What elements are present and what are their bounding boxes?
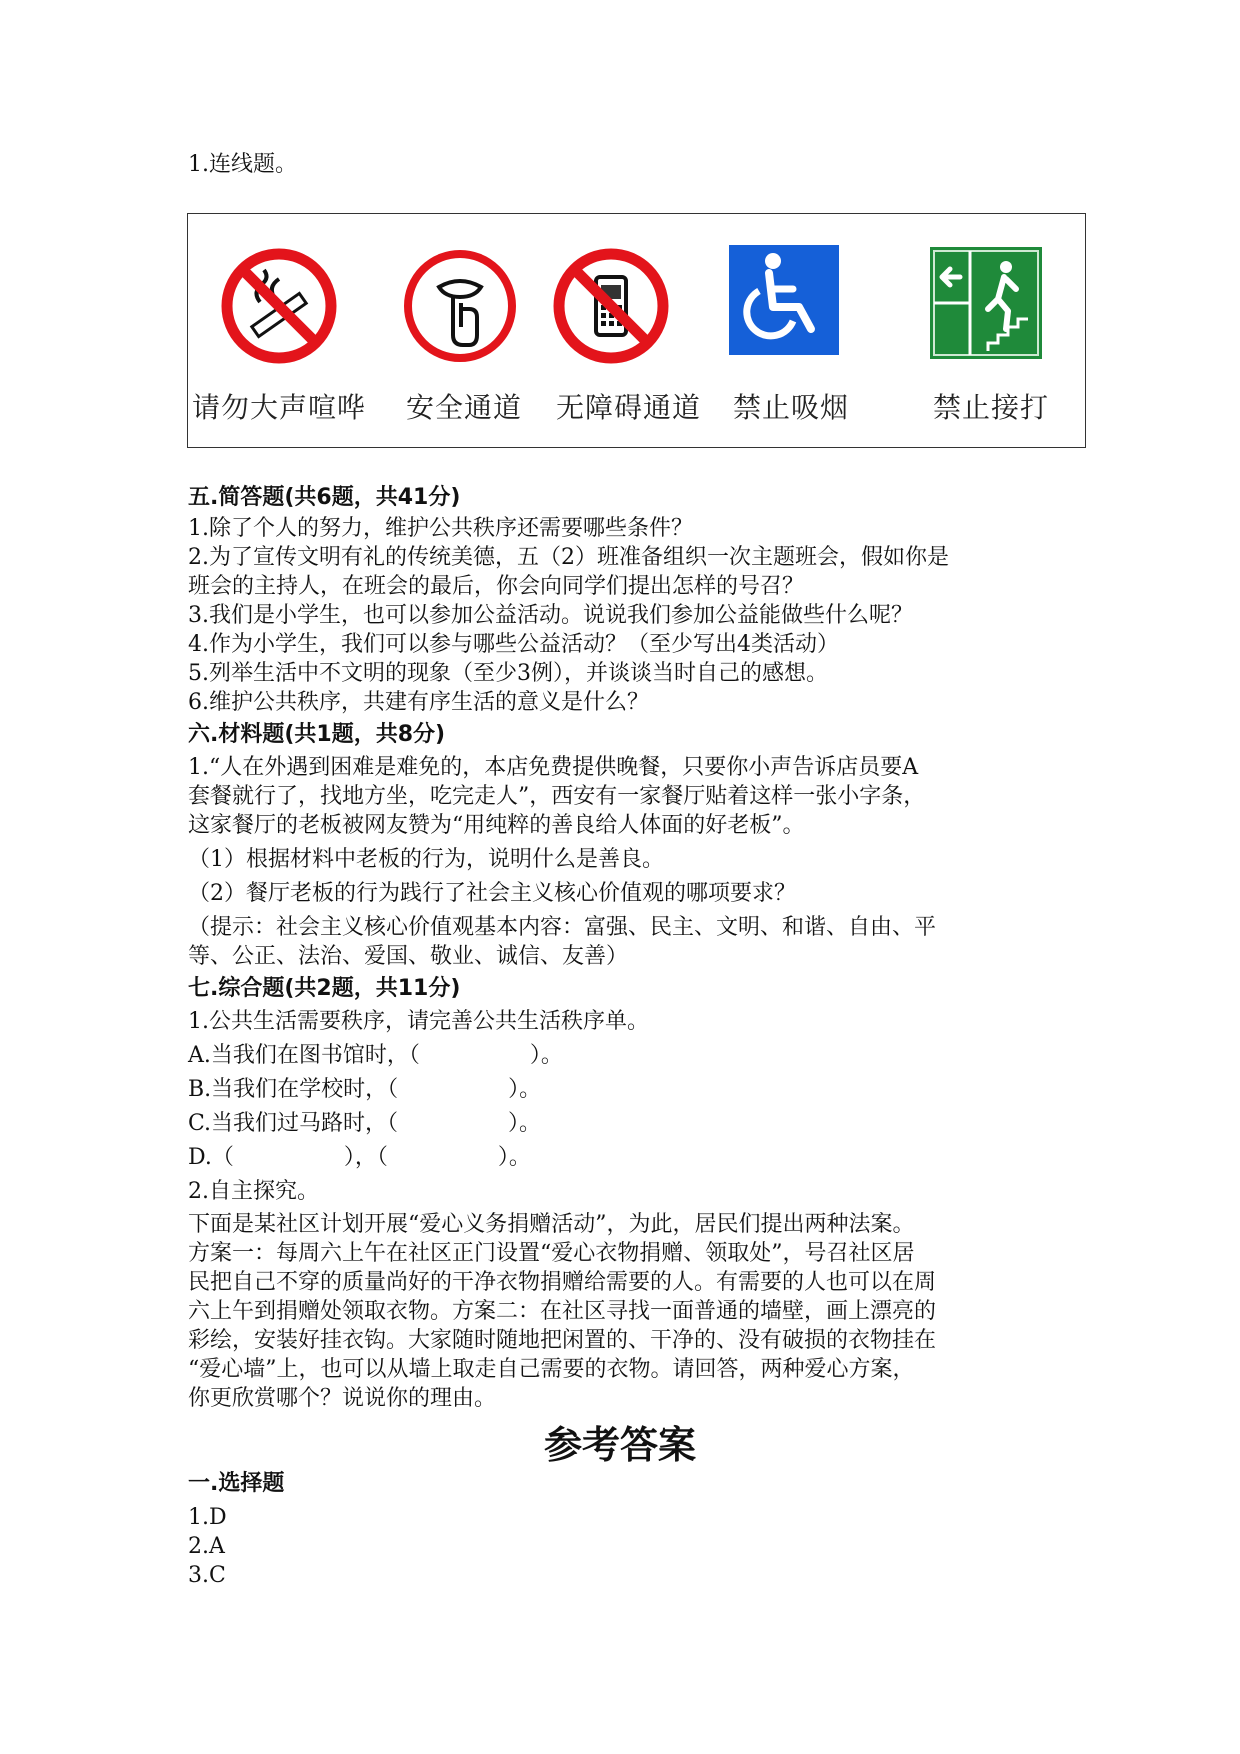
- question-line: 4.作为小学生，我们可以参与哪些公益活动？（至少写出4类活动）: [188, 632, 839, 657]
- question-line: 2.自主探究。: [188, 1179, 319, 1204]
- question-line: A.当我们在图书馆时，（ ）。: [188, 1043, 563, 1068]
- sign-label: 安全通道: [406, 391, 523, 424]
- question-line: 2.为了宣传文明有礼的传统美德，五（2）班准备组织一次主题班会，假如你是: [188, 545, 949, 570]
- quiet-icon: [401, 247, 519, 365]
- question-line: 你更欣赏哪个？说说你的理由。: [188, 1386, 497, 1411]
- answer-item: 1.D: [188, 1505, 227, 1530]
- question-line: “爱心墙”上，也可以从墙上取走自己需要的衣物。请回答，两种爱心方案，: [188, 1357, 915, 1382]
- question-line: 1.“人在外遇到困难是难免的，本店免费提供晚餐，只要你小声告诉店员要A: [188, 755, 919, 780]
- wheelchair-icon: [729, 245, 839, 355]
- question-line: B.当我们在学校时，（ ）。: [188, 1077, 542, 1102]
- sign-label: 无障碍通道: [556, 391, 702, 424]
- question-title: 1.连线题。: [188, 152, 297, 177]
- question-line: 班会的主持人，在班会的最后，你会向同学们提出怎样的号召？: [188, 574, 805, 599]
- section-heading: 五.简答题(共6题，共41分): [188, 485, 461, 510]
- question-line: 民把自己不穿的质量尚好的干净衣物捐赠给需要的人。有需要的人也可以在周: [188, 1270, 937, 1295]
- sign-label: 禁止吸烟: [733, 391, 850, 424]
- question-line: 下面是某社区计划开展“爱心义务捐赠活动”，为此，居民们提出两种法案。: [188, 1212, 915, 1237]
- question-line: （1）根据材料中老板的行为，说明什么是善良。: [188, 847, 664, 872]
- question-line: 3.我们是小学生，也可以参加公益活动。说说我们参加公益能做些什么呢？: [188, 603, 913, 628]
- question-line: 1.除了个人的努力，维护公共秩序还需要哪些条件？: [188, 516, 693, 541]
- question-line: 这家餐厅的老板被网友赞为“用纯粹的善良给人体面的好老板”。: [188, 813, 805, 838]
- answers-title: 参考答案: [543, 1423, 696, 1467]
- answer-item: 3.C: [188, 1563, 226, 1588]
- question-line: D.（ ），（ ）。: [188, 1145, 531, 1170]
- question-line: 六上午到捐赠处领取衣物。方案二：在社区寻找一面普通的墙壁，画上漂亮的: [188, 1299, 937, 1324]
- section-heading: 一.选择题: [188, 1471, 285, 1496]
- no-phone-icon: [552, 247, 670, 365]
- sign-label: 禁止接打: [933, 391, 1050, 424]
- question-line: 方案一：每周六上午在社区正门设置“爱心衣物捐赠、领取处”，号召社区居: [188, 1241, 915, 1266]
- question-line: （2）餐厅老板的行为践行了社会主义核心价值观的哪项要求？: [188, 881, 796, 906]
- question-line: 1.公共生活需要秩序，请完善公共生活秩序单。: [188, 1009, 649, 1034]
- sign-matching-figure: [187, 213, 1086, 448]
- question-line: 套餐就行了，找地方坐，吃完走人”，西安有一家餐厅贴着这样一张小字条，: [188, 784, 926, 809]
- question-line: 彩绘，安装好挂衣钩。大家随时随地把闲置的、干净的、没有破损的衣物挂在: [188, 1328, 937, 1353]
- question-line: 等、公正、法治、爱国、敬业、诚信、友善）: [188, 944, 629, 969]
- section-heading: 七.综合题(共2题，共11分): [188, 976, 461, 1001]
- section-heading: 六.材料题(共1题，共8分): [188, 722, 446, 747]
- sign-label: 请勿大声喧哗: [192, 391, 367, 424]
- question-line: （提示：社会主义核心价值观基本内容：富强、民主、文明、和谐、自由、平: [188, 915, 937, 940]
- question-line: 6.维护公共秩序，共建有序生活的意义是什么？: [188, 690, 649, 715]
- no-smoking-icon: [220, 247, 338, 365]
- answer-item: 2.A: [188, 1534, 225, 1559]
- emergency-exit-icon: [930, 247, 1042, 359]
- question-line: C.当我们过马路时，（ ）。: [188, 1111, 542, 1136]
- question-line: 5.列举生活中不文明的现象（至少3例），并谈谈当时自己的感想。: [188, 661, 828, 686]
